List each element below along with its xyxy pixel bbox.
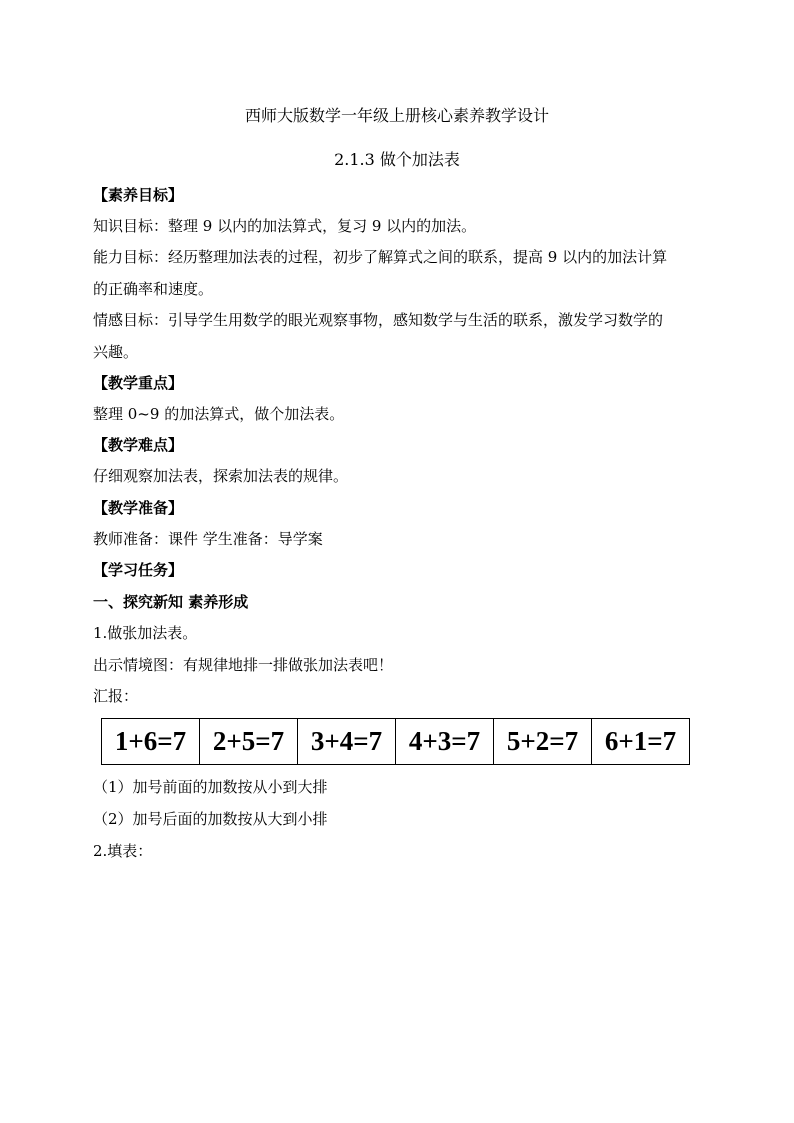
ability-goal-line2: 的正确率和速度。	[93, 280, 214, 298]
difficulty-text: 仔细观察加法表，探索加法表的规律。	[93, 467, 349, 485]
difficulty-heading: 【教学难点】	[93, 436, 184, 454]
equation-cell: 4+3=7	[396, 719, 494, 765]
note2-text: （2）加号后面的加数按从大到小排	[93, 810, 328, 828]
equation-row	[102, 719, 690, 765]
goals-heading: 【素养目标】	[93, 186, 184, 204]
note1-text: （1）加号前面的加数按从小到大排	[93, 778, 328, 796]
ability-goal-line1: 能力目标：经历整理加法表的过程，初步了解算式之间的联系，提高 9 以内的加法计算	[93, 248, 668, 266]
equation-table	[101, 718, 690, 765]
equation-cell: 6+1=7	[592, 719, 690, 765]
prep-text: 教师准备：课件 学生准备：导学案	[93, 530, 323, 548]
step1-text: 1.做张加法表。	[93, 624, 198, 642]
equation-cell: 1+6=7	[102, 719, 200, 765]
task-heading: 【学习任务】	[93, 561, 184, 579]
equation-cell: 3+4=7	[298, 719, 396, 765]
knowledge-goal: 知识目标：整理 9 以内的加法算式，复习 9 以内的加法。	[93, 217, 477, 235]
report-text: 汇报：	[93, 687, 139, 705]
part1-heading: 一、探究新知 素养形成	[93, 593, 249, 611]
emotion-goal-line1: 情感目标：引导学生用数学的眼光观察事物，感知数学与生活的联系，激发学习数学的	[93, 311, 664, 329]
emotion-goal-line2: 兴趣。	[93, 343, 139, 361]
scenario-text: 出示情境图：有规律地排一排做张加法表吧！	[93, 656, 394, 674]
step2-text: 2.填表：	[93, 842, 153, 860]
key-heading: 【教学重点】	[93, 374, 184, 392]
document-subtitle: 2.1.3 做个加法表	[334, 150, 460, 169]
prep-heading: 【教学准备】	[93, 499, 184, 517]
equation-cell: 2+5=7	[200, 719, 298, 765]
key-text: 整理 0~9 的加法算式，做个加法表。	[93, 405, 345, 423]
document-title: 西师大版数学一年级上册核心素养教学设计	[244, 106, 549, 125]
equation-cell: 5+2=7	[494, 719, 592, 765]
